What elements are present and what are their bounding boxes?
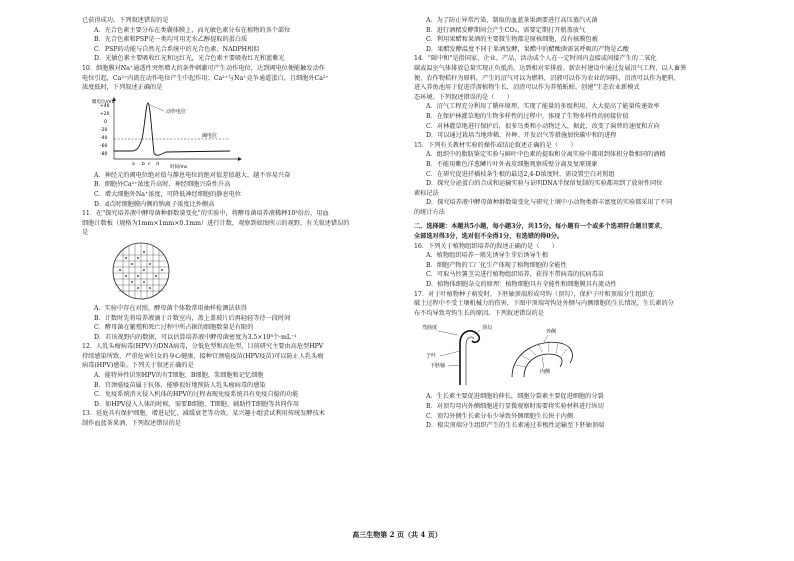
text-line: 是 xyxy=(82,229,89,237)
text-line: 病毒(HPV)感染。下列关于叙述正确的是 xyxy=(82,362,194,370)
x-tick: b xyxy=(142,161,145,167)
option-line: C．在研究促进扦插枝条生根的最适2,4-D浓度时，需设置空白对照组 xyxy=(426,170,615,178)
y-tick: -60 xyxy=(100,143,108,149)
text-line: 布不均导致弯钩生长的原因。下列叙述错误的是 xyxy=(414,309,544,317)
inner-side-label: 内侧 xyxy=(540,369,551,376)
option-line: B．在保护林灌草地的生物多样性的过程中，体现了生物多样性的间接价值 xyxy=(426,112,629,120)
option-line: A．生长素主要促进细胞的伸长，细胞分裂素主要促进细胞的分裂 xyxy=(426,393,604,401)
option-line: A．光合色素主要分布在类囊体膜上，而光敏色素分布在植物的各个部位 xyxy=(94,26,291,34)
hemocytometer-svg xyxy=(96,241,186,301)
text-line: 细胞计数板（规格为1mm×1mm×0.1mm）进行计数，观察到如图所示的视野，有关叙述错误的 xyxy=(82,219,350,227)
text-line: 电位引起，Ca²⁺内流在动作电位产生中起作用；Ca²⁺与Na⁺竞争通道蛋白，且细胞外Ca²⁺ xyxy=(82,74,329,82)
option-line: B．光合色素和PSP是一类均可用无水乙醇提取的蛋白质 xyxy=(94,36,248,44)
option-line: D．若该视野内的数据，可以估算培养液中酵母菌密度为3.5×10⁸个·mL⁻¹ xyxy=(94,333,297,341)
membrane-potential-figure xyxy=(90,95,404,169)
text-line: 持续感染所致，严重危害妇女的身心健康，接种宫颈癌疫苗(HPV疫苗)可以防止人乳头瘤 xyxy=(82,352,324,360)
apical-hook-svg xyxy=(420,321,620,389)
option-line: D．根尖顶端分生组织产生的生长素通过非极性运输至下胚轴顶端 xyxy=(426,422,605,430)
y-tick: +40 xyxy=(100,103,110,109)
x-tick: c xyxy=(148,161,151,167)
y-tick: -20 xyxy=(100,127,108,133)
option-line: C．免疫系统消灭侵入机体的HPV的过程表现免疫系统具有免疫自稳的功能 xyxy=(94,391,299,399)
option-line: A．能特异性识别HPV的有T细胞、B细胞、浆细胞和记忆细胞 xyxy=(94,372,264,380)
y-axis-label: 膜电位/mV xyxy=(92,99,115,105)
option-line: C．PSP的功能与自然光合系统中的光合色素、NADPH相似 xyxy=(94,45,260,53)
option-line: A．实验中存在对照，酵母菌个体数常用抽样检测法获得 xyxy=(94,304,247,312)
question-17: 17．对于叶植物种子萌发时，下胚轴顶端形成弯钩（顶勾），保护子叶和顶端分生组织在 xyxy=(414,290,654,298)
outer-side-label: 外侧 xyxy=(546,329,557,336)
hypocotyl-label: 下胚轴 xyxy=(430,363,446,370)
hemocytometer-figure xyxy=(96,241,404,301)
option-line: C．对林灌草地进行保护后，很多鸟类和小动物迁入，据此，改变了演替的速度和方向 xyxy=(426,122,660,130)
option-line: C．增大细胞外Na⁺浓度，可降低神经细胞的静息电位 xyxy=(94,190,242,198)
option-line: C．利用果醋和果酒的主要微生物都是原核细胞，没有核膜包被 xyxy=(426,36,598,44)
y-tick: +20 xyxy=(100,111,110,117)
text-line: 破土过程中不受土壤机械力的伤害，下图中顶端弯钩处外侧与内侧细胞的生长情况，生长素的分 xyxy=(414,300,674,308)
option-line: D．探究培养液中酵母菌种群数量变化与研究土壤中小动物类群丰富度的实验都采用了不同 xyxy=(426,199,673,207)
option-line: C．酵母菌在繁殖和死亡过程中所占据的细胞数量是有限的 xyxy=(94,324,254,332)
apical-hook-figure xyxy=(420,321,730,389)
x-tick: a xyxy=(132,161,135,167)
left-column xyxy=(82,16,404,429)
text-line: 浓度低时，下列叙述正确的是 xyxy=(82,84,163,92)
question-15: 15．下列有关教材实验的操作或结论叙述正确的是（ ） xyxy=(414,141,577,149)
section-heading: 二、选择题：本题共5小题，每小题3分，共15分。每小题有一个或多个选项符合题目要求， xyxy=(414,223,667,231)
option-line: B．计数时先将培养液滴于计数室内，盖上盖玻片后再轻轻等待一段时间 xyxy=(94,314,291,322)
question-12: 12．人乳头瘤病毒(HPV)为DNA病毒，分低危型和高危型，目前研究主要由高危型HPV xyxy=(82,343,324,351)
y-tick: -80 xyxy=(100,151,108,157)
apex-label: 顶勾 xyxy=(482,325,493,332)
option-line: B．进行酒精发酵期间会产生CO₂，需要定期打开瓶盖放气 xyxy=(426,26,586,34)
hypocotyl-shape xyxy=(460,331,479,385)
right-column xyxy=(414,16,730,431)
threshold-label: 阈电位 xyxy=(202,132,218,139)
potential-curve-svg xyxy=(90,95,290,169)
question-16: 16．下列关于植物组织培养的叙述正确的是（ ） xyxy=(414,242,558,250)
option-line: A．沼气工程充分利用了循环原理，实现了能量的多级利用，大大提高了能量传递效率 xyxy=(426,103,660,111)
page-footer: 高三生物第 2 页（共 4 页） xyxy=(352,530,442,539)
question-10: 10．细胞膜对Na⁺通透性突然增大的条件刺激可产生动作电位，达到阈电位便能触发动作 xyxy=(82,64,325,72)
option-line: D．可以通过栽培当地珍稀、补种、开发沼气等措施加快碳中和的进程 xyxy=(426,132,617,140)
action-potential-label: 动作电位 xyxy=(166,108,187,115)
text-line: 进入养鱼池用于促进浮游植物生长，沼渣可以作为养殖蚯蚓、创建"生态农业新模式 xyxy=(414,84,640,92)
y-tick: 0 xyxy=(104,119,107,125)
text-line: 制作血蓝茶果酒，下列叙述错误的是 xyxy=(82,420,181,428)
option-line: C．可取马铃薯茎尖进行植物组织培养，获得不带病毒的抗病毒苗 xyxy=(426,271,604,279)
option-line: D．探究分泌蛋白的合成和运输实验与证明DNA半保留复制的实验都用到了放射性同位 xyxy=(426,180,663,188)
text-line: 便、农作物秸秆为原料，产生的沼气可以为燃料，沼液可以作为农业的饲料、沼渣可以作为肥料， xyxy=(414,74,681,82)
option-line: A．为了防止异常污染，制取的血蓝茶果酒要进行高压蒸汽灭菌 xyxy=(426,17,598,24)
option-line: A．组织中的脂肪鉴定实验与鲜叶中色素的提取和分离实验中都用到体积分数相同的酒精 xyxy=(426,151,666,159)
option-line: D．如HPV侵入人体的时候，需要B细胞、T细胞、辅助性T细胞等共同作用 xyxy=(94,400,300,408)
option-line: D．植物体细胞杂交的原理：植物细胞具有全能性和细胞膜具有流动性 xyxy=(426,281,617,289)
text-line: 态环境。下列叙述错误的是（ ） xyxy=(414,93,513,101)
option-line: B．对顶勾弯内外侧细胞进行显微观察时需要将实验材料进行纵切 xyxy=(426,403,604,410)
section-heading-cont: 全部选对得3分，选对但不全得1分，有选错的得0分。 xyxy=(414,233,564,241)
x-tick: d xyxy=(156,161,159,167)
option-line: D．果醋发酵温度不同于果酒发酵，果醋中的醋酸菌需氧呼吸的产物是乙酸 xyxy=(426,45,629,53)
question-14: 14．"碳中和"是指国家、企业、产品、活动或个人在一定时间内直接或间接产生的二氧化 xyxy=(414,55,657,63)
y-tick: -40 xyxy=(100,135,108,141)
option-line: B．不能用紫色洋葱鳞片叶外表皮细胞观察质壁分离及复原现象 xyxy=(426,160,598,168)
text-line: 的统计方法 xyxy=(414,208,445,216)
option-line: B．细胞产物的工厂化生产体现了植物细胞的全能性 xyxy=(426,261,567,269)
option-line: A．植物组织培养一般先诱导生芽后诱导生根 xyxy=(426,252,549,260)
text-line: 已获得成功。下列叙述错误的是 xyxy=(82,17,169,24)
option-line: A．神经元的阈电位绝对值与静息电位的绝对值差值越大，越不容易兴奋 xyxy=(94,171,291,179)
text-line: 素标记法 xyxy=(414,189,439,197)
cotyledon-label: 子叶 xyxy=(426,353,437,360)
text-line: 碳或温室气体排放总量实现正负抵消，达到相对零排放。新农村建设中通过发展沼气工程，以人畜粪 xyxy=(414,64,687,72)
question-11: 11．在"探究培养液中酵母菌种群数量变化"的实验中，将酵母菌培养液稀释10³倍后，用血 xyxy=(82,210,329,218)
hook-label: 弯曲度 xyxy=(422,325,438,332)
option-line: D．d点时细胞膜内侧的钠离子浓度比外侧高 xyxy=(94,200,215,208)
option-line: D．光敏色素主要吸收红光和远红光，光合色素主要吸收红光和蓝紫光 xyxy=(94,55,285,63)
option-line: B．细胞外Ca²⁺浓度升高时，神经细胞兴奋性升高 xyxy=(94,181,231,189)
option-line: B．宫颈癌疫苗属于抗体，能够很好地预防人乳头瘤病毒的感染 xyxy=(94,381,266,389)
x-axis-label: 时间/ms xyxy=(170,164,188,169)
question-13: 13．延庭具有保护细胞、增进记忆、减缓衰老等功效，某兴趣小组尝试利用传统发酵技术 xyxy=(82,410,325,418)
option-line: C．顶勾外侧生长素分布少导致外侧细胞生长快于内侧 xyxy=(426,412,574,420)
